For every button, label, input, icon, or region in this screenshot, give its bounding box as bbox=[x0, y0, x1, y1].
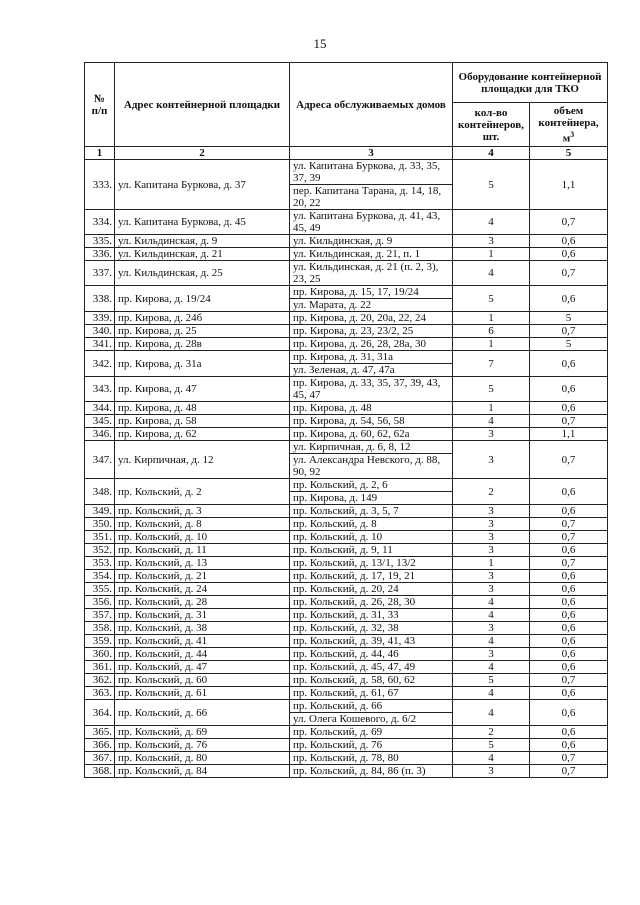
table-row bbox=[85, 544, 608, 557]
site-address: пр. Кольский, д. 13 bbox=[115, 557, 290, 570]
site-address: пр. Кирова, д. 24б bbox=[115, 312, 290, 325]
site-address: пр. Кольский, д. 60 bbox=[115, 674, 290, 687]
served-house: ул. Кильдинская, д. 9 bbox=[290, 235, 453, 248]
container-count: 4 bbox=[453, 609, 530, 622]
row-number: 368. bbox=[85, 765, 115, 778]
container-count: 4 bbox=[453, 752, 530, 765]
page-number: 15 bbox=[313, 36, 327, 51]
container-count: 3 bbox=[453, 544, 530, 557]
site-address: пр. Кольский, д. 66 bbox=[115, 700, 290, 726]
served-house: ул. Капитана Буркова, д. 33, 35, 37, 39 bbox=[290, 160, 453, 185]
container-volume: 5 bbox=[530, 312, 608, 325]
row-number: 345. bbox=[85, 415, 115, 428]
container-volume: 0,6 bbox=[530, 402, 608, 415]
site-address: пр. Кольский, д. 44 bbox=[115, 648, 290, 661]
site-address: пр. Кольский, д. 31 bbox=[115, 609, 290, 622]
row-number: 342. bbox=[85, 351, 115, 377]
served-house: пр. Кольский, д. 78, 80 bbox=[290, 752, 453, 765]
table-row bbox=[85, 261, 608, 286]
served-house: пр. Кирова, д. 33, 35, 37, 39, 43, 45, 47 bbox=[290, 377, 453, 402]
site-address: пр. Кольский, д. 41 bbox=[115, 635, 290, 648]
served-house: ул. Кильдинская, д. 21 (п. 2, 3), 23, 25 bbox=[290, 261, 453, 286]
container-volume: 0,6 bbox=[530, 351, 608, 377]
table-row bbox=[85, 557, 608, 570]
served-house: пр. Кирова, д. 60, 62, 62а bbox=[290, 428, 453, 441]
container-volume: 0,7 bbox=[530, 674, 608, 687]
row-number: 338. bbox=[85, 286, 115, 312]
container-volume: 0,6 bbox=[530, 622, 608, 635]
container-count: 5 bbox=[453, 286, 530, 312]
container-count: 5 bbox=[453, 739, 530, 752]
table-row bbox=[85, 351, 608, 364]
container-volume: 0,6 bbox=[530, 609, 608, 622]
row-number: 353. bbox=[85, 557, 115, 570]
container-volume: 0,6 bbox=[530, 648, 608, 661]
table-row bbox=[85, 583, 608, 596]
container-volume: 0,6 bbox=[530, 687, 608, 700]
row-number: 364. bbox=[85, 700, 115, 726]
table-row bbox=[85, 596, 608, 609]
row-number: 344. bbox=[85, 402, 115, 415]
row-number: 354. bbox=[85, 570, 115, 583]
container-volume: 0,7 bbox=[530, 415, 608, 428]
row-number: 333. bbox=[85, 160, 115, 210]
table-row bbox=[85, 415, 608, 428]
row-number: 352. bbox=[85, 544, 115, 557]
site-address: пр. Кирова, д. 48 bbox=[115, 402, 290, 415]
site-address: ул. Капитана Буркова, д. 45 bbox=[115, 210, 290, 235]
table-row bbox=[85, 739, 608, 752]
site-address: пр. Кирова, д. 62 bbox=[115, 428, 290, 441]
served-house: пр. Кирова, д. 26, 28, 28а, 30 bbox=[290, 338, 453, 351]
served-house: пр. Кольский, д. 44, 46 bbox=[290, 648, 453, 661]
container-count: 2 bbox=[453, 726, 530, 739]
container-count: 3 bbox=[453, 235, 530, 248]
site-address: пр. Кирова, д. 31а bbox=[115, 351, 290, 377]
table-row bbox=[85, 687, 608, 700]
site-address: пр. Кольский, д. 2 bbox=[115, 479, 290, 505]
container-volume: 1,1 bbox=[530, 428, 608, 441]
table-row bbox=[85, 700, 608, 713]
table-row bbox=[85, 428, 608, 441]
table-row bbox=[85, 312, 608, 325]
row-number: 347. bbox=[85, 441, 115, 479]
served-house: ул. Зеленая, д. 47, 47а bbox=[290, 364, 453, 377]
table-body bbox=[85, 160, 608, 778]
site-address: пр. Кольский, д. 3 bbox=[115, 505, 290, 518]
site-address: пр. Кольский, д. 11 bbox=[115, 544, 290, 557]
served-house: пр. Кольский, д. 76 bbox=[290, 739, 453, 752]
row-number: 341. bbox=[85, 338, 115, 351]
container-count: 4 bbox=[453, 687, 530, 700]
container-count: 1 bbox=[453, 338, 530, 351]
site-address: пр. Кирова, д. 28в bbox=[115, 338, 290, 351]
table-row bbox=[85, 765, 608, 778]
table-row bbox=[85, 531, 608, 544]
site-address: пр. Кольский, д. 76 bbox=[115, 739, 290, 752]
row-number: 349. bbox=[85, 505, 115, 518]
container-volume: 0,6 bbox=[530, 286, 608, 312]
row-number: 355. bbox=[85, 583, 115, 596]
site-address: пр. Кольский, д. 24 bbox=[115, 583, 290, 596]
row-number: 334. bbox=[85, 210, 115, 235]
served-house: пр. Кирова, д. 48 bbox=[290, 402, 453, 415]
table-row bbox=[85, 479, 608, 492]
served-house: пр. Кольский, д. 39, 41, 43 bbox=[290, 635, 453, 648]
container-volume: 0,6 bbox=[530, 377, 608, 402]
container-volume: 5 bbox=[530, 338, 608, 351]
container-volume: 0,6 bbox=[530, 248, 608, 261]
table-row bbox=[85, 210, 608, 235]
served-house: ул. Кирпичная, д. 6, 8, 12 bbox=[290, 441, 453, 454]
served-house: пр. Кольский, д. 17, 19, 21 bbox=[290, 570, 453, 583]
table-row bbox=[85, 377, 608, 402]
site-address: пр. Кольский, д. 8 bbox=[115, 518, 290, 531]
served-house: пр. Кольский, д. 8 bbox=[290, 518, 453, 531]
table-row bbox=[85, 248, 608, 261]
container-count: 3 bbox=[453, 441, 530, 479]
container-volume: 0,6 bbox=[530, 596, 608, 609]
header-address: Адрес контейнерной площадки bbox=[115, 63, 290, 147]
row-number: 343. bbox=[85, 377, 115, 402]
container-count: 4 bbox=[453, 210, 530, 235]
table-row bbox=[85, 518, 608, 531]
served-house: пр. Кольский, д. 61, 67 bbox=[290, 687, 453, 700]
container-volume: 0,7 bbox=[530, 210, 608, 235]
container-volume: 0,7 bbox=[530, 261, 608, 286]
site-address: пр. Кирова, д. 25 bbox=[115, 325, 290, 338]
header-index: 2 bbox=[115, 147, 290, 160]
row-number: 336. bbox=[85, 248, 115, 261]
container-count: 4 bbox=[453, 596, 530, 609]
container-count: 1 bbox=[453, 248, 530, 261]
container-volume: 0,7 bbox=[530, 765, 608, 778]
container-count: 3 bbox=[453, 570, 530, 583]
container-count: 4 bbox=[453, 415, 530, 428]
site-address: пр. Кольский, д. 47 bbox=[115, 661, 290, 674]
header-count: кол-во контейнеров, шт. bbox=[453, 103, 530, 147]
container-volume: 0,6 bbox=[530, 726, 608, 739]
served-house: пр. Кирова, д. 31, 31а bbox=[290, 351, 453, 364]
container-count: 4 bbox=[453, 261, 530, 286]
container-count: 2 bbox=[453, 479, 530, 505]
table-row bbox=[85, 570, 608, 583]
served-house: пр. Кольский, д. 66 bbox=[290, 700, 453, 713]
header-served-houses: Адреса обслуживаемых домов bbox=[290, 63, 453, 147]
container-volume: 0,7 bbox=[530, 325, 608, 338]
container-count: 3 bbox=[453, 505, 530, 518]
header-equipment: Оборудование контейнерной площадки для ТКО bbox=[453, 63, 608, 103]
served-house: пр. Кольский, д. 10 bbox=[290, 531, 453, 544]
served-house: пр. Кирова, д. 23, 23/2, 25 bbox=[290, 325, 453, 338]
row-number: 356. bbox=[85, 596, 115, 609]
container-count: 3 bbox=[453, 583, 530, 596]
container-count: 3 bbox=[453, 428, 530, 441]
served-house: пр. Кольский, д. 69 bbox=[290, 726, 453, 739]
header-index-row bbox=[85, 147, 608, 160]
served-house: пр. Кольский, д. 20, 24 bbox=[290, 583, 453, 596]
row-number: 363. bbox=[85, 687, 115, 700]
table-row bbox=[85, 726, 608, 739]
container-volume: 1,1 bbox=[530, 160, 608, 210]
site-address: ул. Кирпичная, д. 12 bbox=[115, 441, 290, 479]
served-house: пер. Капитана Тарана, д. 14, 18, 20, 22 bbox=[290, 185, 453, 210]
container-volume: 0,7 bbox=[530, 531, 608, 544]
container-volume: 0,6 bbox=[530, 700, 608, 726]
container-volume: 0,7 bbox=[530, 557, 608, 570]
table-row bbox=[85, 441, 608, 454]
served-house: пр. Кольский, д. 9, 11 bbox=[290, 544, 453, 557]
container-count: 5 bbox=[453, 377, 530, 402]
table-row bbox=[85, 235, 608, 248]
row-number: 362. bbox=[85, 674, 115, 687]
container-volume: 0,6 bbox=[530, 544, 608, 557]
row-number: 337. bbox=[85, 261, 115, 286]
site-address: ул. Кильдинская, д. 25 bbox=[115, 261, 290, 286]
table-row bbox=[85, 325, 608, 338]
site-address: ул. Кильдинская, д. 9 bbox=[115, 235, 290, 248]
container-volume: 0,6 bbox=[530, 739, 608, 752]
header-index: 4 bbox=[453, 147, 530, 160]
site-address: пр. Кольский, д. 61 bbox=[115, 687, 290, 700]
container-count: 4 bbox=[453, 700, 530, 726]
container-volume: 0,6 bbox=[530, 479, 608, 505]
table-row bbox=[85, 160, 608, 185]
container-count: 5 bbox=[453, 674, 530, 687]
row-number: 346. bbox=[85, 428, 115, 441]
served-house: пр. Кирова, д. 20, 20а, 22, 24 bbox=[290, 312, 453, 325]
table-row bbox=[85, 338, 608, 351]
row-number: 350. bbox=[85, 518, 115, 531]
site-address: пр. Кольский, д. 84 bbox=[115, 765, 290, 778]
table-row bbox=[85, 286, 608, 299]
container-sites-table bbox=[84, 62, 608, 778]
container-volume: 0,6 bbox=[530, 235, 608, 248]
row-number: 366. bbox=[85, 739, 115, 752]
container-count: 1 bbox=[453, 312, 530, 325]
header-volume: объем контейнера, $м^3$ bbox=[530, 103, 608, 147]
row-number: 358. bbox=[85, 622, 115, 635]
row-number: 361. bbox=[85, 661, 115, 674]
container-volume: 0,7 bbox=[530, 518, 608, 531]
container-volume: 0,6 bbox=[530, 635, 608, 648]
row-number: 367. bbox=[85, 752, 115, 765]
row-number: 340. bbox=[85, 325, 115, 338]
served-house: ул. Кильдинская, д. 21, п. 1 bbox=[290, 248, 453, 261]
served-house: пр. Кольский, д. 45, 47, 49 bbox=[290, 661, 453, 674]
site-address: пр. Кирова, д. 19/24 bbox=[115, 286, 290, 312]
site-address: пр. Кольский, д. 28 bbox=[115, 596, 290, 609]
row-number: 348. bbox=[85, 479, 115, 505]
served-house: пр. Кирова, д. 15, 17, 19/24 bbox=[290, 286, 453, 299]
site-address: пр. Кольский, д. 80 bbox=[115, 752, 290, 765]
container-volume: 0,6 bbox=[530, 661, 608, 674]
served-house: пр. Кольский, д. 84, 86 (п. 3) bbox=[290, 765, 453, 778]
served-house: ул. Марата, д. 22 bbox=[290, 299, 453, 312]
served-house: пр. Кольский, д. 3, 5, 7 bbox=[290, 505, 453, 518]
container-volume: 0,6 bbox=[530, 505, 608, 518]
table-row bbox=[85, 674, 608, 687]
row-number: 339. bbox=[85, 312, 115, 325]
header-index: 3 bbox=[290, 147, 453, 160]
served-house: ул. Александра Невского, д. 88, 90, 92 bbox=[290, 454, 453, 479]
container-count: 3 bbox=[453, 622, 530, 635]
site-address: пр. Кирова, д. 47 bbox=[115, 377, 290, 402]
site-address: пр. Кольский, д. 10 bbox=[115, 531, 290, 544]
site-address: ул. Кильдинская, д. 21 bbox=[115, 248, 290, 261]
header-index: 1 bbox=[85, 147, 115, 160]
site-address: пр. Кольский, д. 69 bbox=[115, 726, 290, 739]
container-count: 1 bbox=[453, 557, 530, 570]
container-volume: 0,7 bbox=[530, 752, 608, 765]
table-row bbox=[85, 648, 608, 661]
served-house: пр. Кольский, д. 2, 6 bbox=[290, 479, 453, 492]
row-number: 351. bbox=[85, 531, 115, 544]
table-row bbox=[85, 635, 608, 648]
served-house: ул. Олега Кошевого, д. 6/2 bbox=[290, 713, 453, 726]
table-row bbox=[85, 661, 608, 674]
table-row bbox=[85, 609, 608, 622]
table-row bbox=[85, 505, 608, 518]
container-volume: 0,7 bbox=[530, 441, 608, 479]
container-count: 3 bbox=[453, 648, 530, 661]
container-count: 3 bbox=[453, 518, 530, 531]
container-volume: 0,6 bbox=[530, 583, 608, 596]
container-volume: 0,6 bbox=[530, 570, 608, 583]
container-count: 5 bbox=[453, 160, 530, 210]
container-count: 3 bbox=[453, 765, 530, 778]
served-house: пр. Кирова, д. 149 bbox=[290, 492, 453, 505]
container-count: 7 bbox=[453, 351, 530, 377]
site-address: пр. Кольский, д. 38 bbox=[115, 622, 290, 635]
row-number: 360. bbox=[85, 648, 115, 661]
site-address: пр. Кольский, д. 21 bbox=[115, 570, 290, 583]
row-number: 359. bbox=[85, 635, 115, 648]
row-number: 365. bbox=[85, 726, 115, 739]
container-count: 4 bbox=[453, 661, 530, 674]
served-house: пр. Кольский, д. 31, 33 bbox=[290, 609, 453, 622]
container-count: 3 bbox=[453, 531, 530, 544]
site-address: ул. Капитана Буркова, д. 37 bbox=[115, 160, 290, 210]
table-row bbox=[85, 752, 608, 765]
served-house: пр. Кольский, д. 32, 38 bbox=[290, 622, 453, 635]
served-house: ул. Капитана Буркова, д. 41, 43, 45, 49 bbox=[290, 210, 453, 235]
container-count: 1 bbox=[453, 402, 530, 415]
table-row bbox=[85, 622, 608, 635]
container-count: 6 bbox=[453, 325, 530, 338]
served-house: пр. Кольский, д. 13/1, 13/2 bbox=[290, 557, 453, 570]
header-num: № п/п bbox=[85, 63, 115, 147]
row-number: 357. bbox=[85, 609, 115, 622]
header-index: 5 bbox=[530, 147, 608, 160]
row-number: 335. bbox=[85, 235, 115, 248]
site-address: пр. Кирова, д. 58 bbox=[115, 415, 290, 428]
served-house: пр. Кольский, д. 26, 28, 30 bbox=[290, 596, 453, 609]
table-row bbox=[85, 402, 608, 415]
container-count: 4 bbox=[453, 635, 530, 648]
served-house: пр. Кольский, д. 58, 60, 62 bbox=[290, 674, 453, 687]
served-house: пр. Кирова, д. 54, 56, 58 bbox=[290, 415, 453, 428]
